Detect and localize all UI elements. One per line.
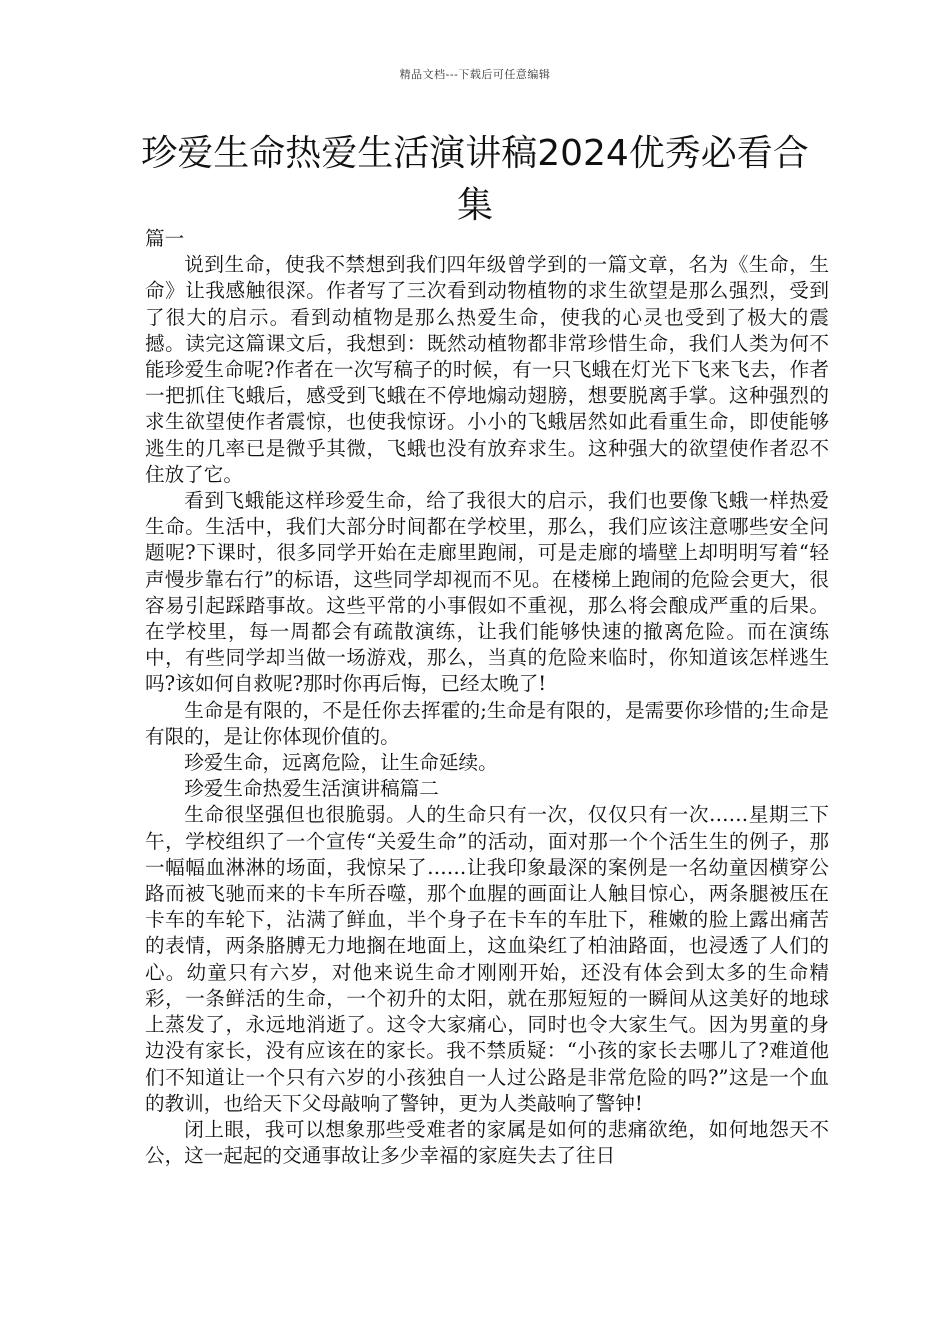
document-title: 珍爱生命热爱生活演讲稿2024优秀必看合集 [141,133,809,226]
document-body [145,226,829,1169]
paragraph-4: 珍爱生命，远离危险，让生命延续。 [184,751,498,775]
paragraph-1: 说到生命，使我不禁想到我们四年级曾学到的一篇文章，名为《生命，生命》让我感触很深。作者写了三次看到动物植物的求生欲望是那么强烈，受到了很大的启示。看到动植物是那么热爱生命，使我的心灵也受到了极大的震撼。读完这篇课文后，我想到：既然动植物都非常珍惜生命，我们人类为何不能珍爱生命呢?作者在一次写稿子的时候，有一只飞蛾在灯光下飞来飞去，作者一把抓住飞蛾后，感受到飞蛾在不停地煽动翅膀，想要脱离手掌。这种强烈的求生欲望使作者震惊，也使我惊讶。小小的飞蛾居然如此看重生命，即使能够逃生的几率已是微乎其微，飞蛾也没有放弃求生。这种强大的欲望使作者忍不住放了它。 [145,253,829,486]
header-note: 精品文档---下载后可任意编辑 [399,68,551,81]
section-heading-2: 珍爱生命热爱生活演讲稿篇二 [184,777,439,801]
paragraph-3: 生命是有限的，不是任你去挥霍的;生命是有限的，是需要你珍惜的;生命是有限的，是让你体现价值的。 [145,698,829,748]
paragraph-5: 生命很坚强但也很脆弱。人的生命只有一次，仅仅只有一次……星期三下午，学校组织了一个宣传“关爱生命”的活动，面对那一个个活生生的例子，那一幅幅血淋淋的场面，我惊呆了……让我印象最深的案例是一名幼童因横穿公路而被飞驰而来的卡车所吞噬，那个血腥的画面让人触目惊心，两条腿被压在卡车的车轮下，沾满了鲜血，半个身子在卡车的车肚下，稚嫩的脸上露出痛苦的表情，两条胳膊无力地搁在地面上，这血染红了柏油路面，也浸透了人们的心。幼童只有六岁，对他来说生命才刚刚开始，还没有体会到太多的生命精彩，一条鲜活的生命，一个初升的太阳，就在那短短的一瞬间从这美好的地球上蒸发了，永远地消逝了。这令大家痛心，同时也令大家生气。因为男童的身边没有家长，没有应该在的家长。我不禁质疑：“小孩的家长去哪儿了?难道他们不知道让一个只有六岁的小孩独自一人过公路是非常危险的吗?”这是一个血的教训，也给天下父母敲响了警钟，更为人类敲响了警钟! [145,803,829,1115]
section-label: 篇一 [145,227,185,250]
paragraph-2: 看到飞蛾能这样珍爱生命，给了我很大的启示，我们也要像飞蛾一样热爱生命。生活中，我们大部分时间都在学校里，那么，我们应该注意哪些安全问题呢?下课时，很多同学开始在走廊里跑闹，可是走廊的墙壁上却明明写着“轻声慢步靠右行”的标语，这些同学却视而不见。在楼梯上跑闹的危险会更大，很容易引起踩踏事故。这些平常的小事假如不重视，那么将会酿成严重的后果。在学校里，每一周都会有疏散演练，让我们能够快速的撤离危险。而在演练中，有些同学却当做一场游戏，那么，当真的危险来临时，你知道该怎样逃生吗?该如何自救呢?那时你再后悔，已经太晚了! [145,489,829,696]
paragraph-6: 闭上眼，我可以想象那些受难者的家属是如何的悲痛欲绝，如何地怨天不公，这一起起的交通事故让多少幸福的家庭失去了往日 [145,1117,829,1168]
